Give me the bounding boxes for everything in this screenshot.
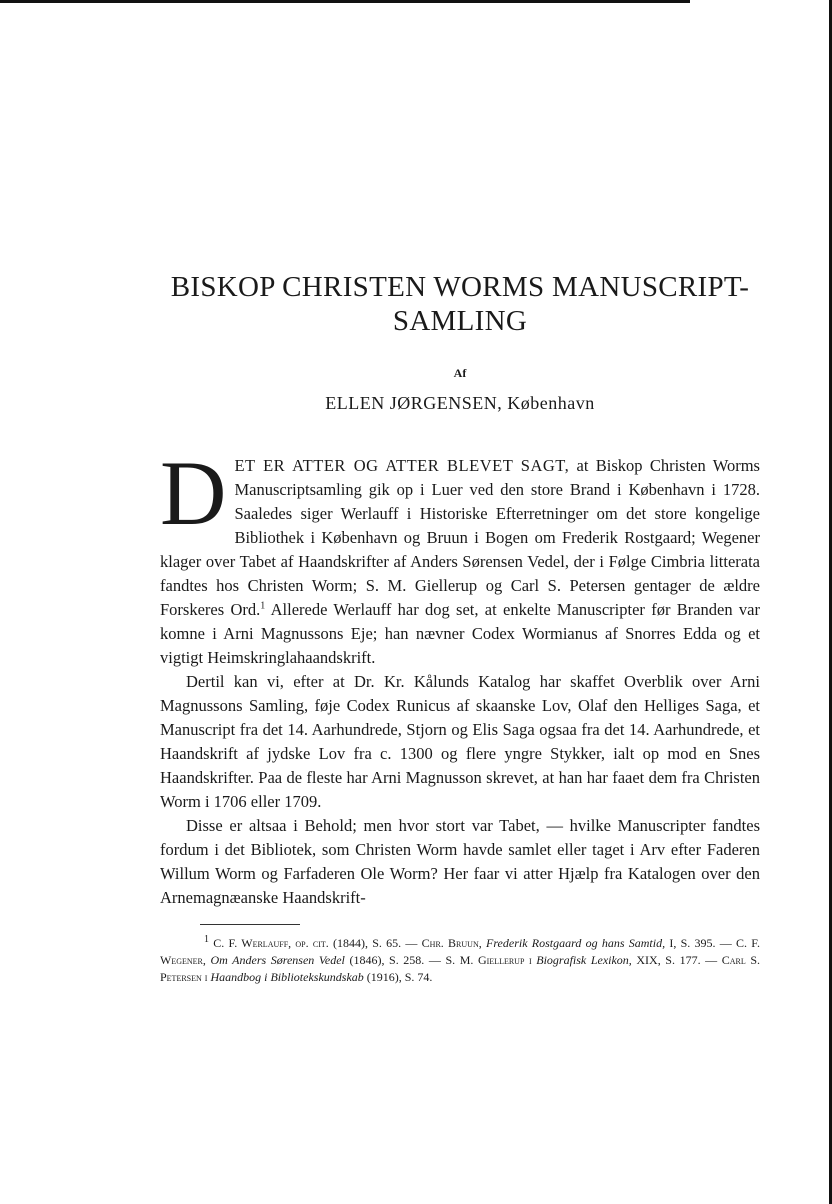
paragraph-3: Disse er altsaa i Behold; men hvor stort var Tabet, — hvilke Manuscripter fandtes fordum i det Bibliotek, som Christen Worm havde samlet eller taget i Arv efter Faderen Willum Worm og Farfaderen Ole Worm? Her faar vi atter Hjælp fra Katalogen over den Arnemagnæanske Haandskrift- bbox=[160, 816, 760, 907]
article-body bbox=[160, 442, 760, 910]
scan-border-top bbox=[0, 0, 690, 3]
drop-cap: D bbox=[160, 442, 227, 544]
article-page bbox=[160, 270, 760, 986]
paragraph-1-text: at Biskop Christen Worms Manuscriptsamling gik op i Luer ved den store Brand i København i 1728. Saaledes siger Werlauff i Historiske Efterretninger om det store kongelige Bibliothek i København og Bruun i Bogen om Frederik Rostgaard; Wegener klager over Tabet af Haandskrifter af Anders Sørensen Vedel, der i Følge Cimbria litterata fandtes hos Christen Worm; S. M. Giellerup og Carl S. Petersen gentager de ældre Forskeres Ord. bbox=[160, 456, 760, 619]
footnote-divider bbox=[200, 924, 300, 925]
paragraph-1-text-2: Allerede Werlauff har dog set, at enkelte Manuscripter før Branden var komne i Arni Magnussons Eje; han nævner Codex Wormianus af Snorres Edda og et vigtigt Heimskringlahaandskrift. bbox=[160, 600, 760, 667]
paragraph-2: Dertil kan vi, efter at Dr. Kr. Kålunds Katalog har skaffet Overblik over Arni Magnussons Samling, føje Codex Runicus af skaanske Lov, Olaf den Helliges Saga, et Manuscript fra det 14. Aarhundrede, Stjorn og Elis Saga ogsaa fra det 14. Aarhundrede, et Haandskrift af jydske Lov fra c. 1300 og flere yngre Stykker, ialt op mod en Snes Haandskrifter. Paa de fleste har Arni Magnusson skrevet, at han har faaet dem fra Christen Worm i 1706 eller 1709. bbox=[160, 672, 760, 811]
footnote-marker: 1 bbox=[204, 934, 209, 945]
author-line: ELLEN JØRGENSEN, København bbox=[325, 393, 595, 413]
paragraph-1 bbox=[160, 442, 760, 670]
title-line-2: SAMLING bbox=[392, 305, 528, 337]
article-title bbox=[160, 270, 760, 338]
opening-caps: ET ER ATTER OG ATTER BLEVET SAGT, bbox=[234, 456, 570, 475]
byline-af: Af bbox=[453, 366, 467, 380]
title-line-1: BISKOP CHRISTEN WORMS MANUSCRIPT- bbox=[170, 271, 750, 303]
footnote-ref: 1 bbox=[260, 600, 266, 612]
footnote: $^1$ C. F. Werlauff, op. cit. (1844), S. 65. — Chr. Bruun, Frederik Rostgaard og hans Samtid, I, S. 395. — C. F. Wegener, Om Anders Sørensen Vedel (1846), S. 258. — S. M. Giellerup i Biografisk Lexikon, XIX, S. 177. — Carl S. Petersen i Haandbog i Bibliotekskundskab (1916), S. 74. bbox=[160, 934, 760, 984]
